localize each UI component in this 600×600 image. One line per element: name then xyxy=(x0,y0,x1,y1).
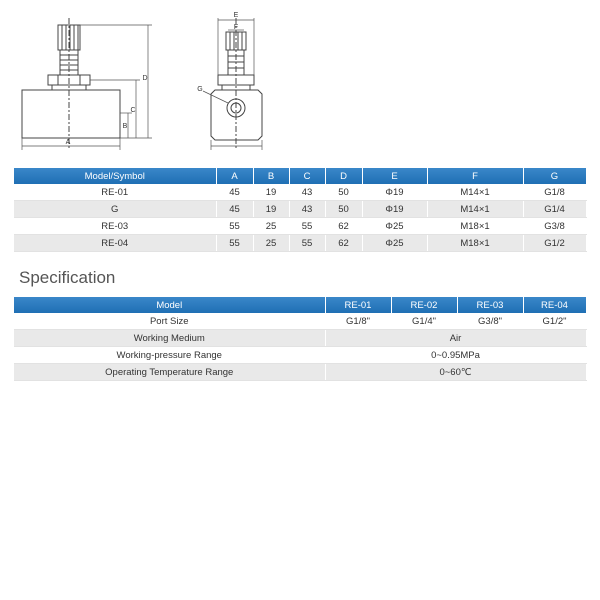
table-row xyxy=(14,184,586,201)
header-g: G xyxy=(523,168,586,184)
working-medium-value: Air xyxy=(325,330,586,347)
pressure-range-row xyxy=(14,347,586,364)
header-model-re02: RE-02 xyxy=(391,297,457,313)
cell-model: G xyxy=(14,201,216,218)
header-e: E xyxy=(362,168,427,184)
temperature-range-row xyxy=(14,364,586,381)
cell-f: M14×1 xyxy=(427,201,523,218)
cell-e: Φ25 xyxy=(362,218,427,235)
header-model-symbol: Model/Symbol xyxy=(14,168,216,184)
header-c: C xyxy=(289,168,325,184)
cell-f: M18×1 xyxy=(427,218,523,235)
cell-model: RE-03 xyxy=(14,218,216,235)
valve-technical-drawing xyxy=(0,0,600,160)
table-row xyxy=(14,235,586,252)
dim-label-d: D xyxy=(142,75,148,82)
cell-e: Φ19 xyxy=(362,201,427,218)
cell-b: 25 xyxy=(253,218,289,235)
cell-model: RE-01 xyxy=(14,184,216,201)
header-model: Model xyxy=(14,297,325,313)
pressure-range-value: 0~0.95MPa xyxy=(325,347,586,364)
cell-e: Φ19 xyxy=(362,184,427,201)
working-medium-label: Working Medium xyxy=(14,330,325,347)
cell-c: 43 xyxy=(289,184,325,201)
cell-c: 55 xyxy=(289,218,325,235)
cell-d: 62 xyxy=(325,218,362,235)
cell-g: G1/2 xyxy=(523,235,586,252)
dim-label-a: A xyxy=(65,139,71,146)
header-d: D xyxy=(325,168,362,184)
port-size-label: Port Size xyxy=(14,313,325,330)
temperature-range-label: Operating Temperature Range xyxy=(14,364,325,381)
cell-b: 25 xyxy=(253,235,289,252)
header-model-re03: RE-03 xyxy=(457,297,523,313)
pressure-range-label: Working-pressure Range xyxy=(14,347,325,364)
specification-table xyxy=(14,297,587,381)
cell-c: 55 xyxy=(289,235,325,252)
cell-model: RE-04 xyxy=(14,235,216,252)
cell-a: 55 xyxy=(216,218,253,235)
cell-e: Φ25 xyxy=(362,235,427,252)
header-model-re04: RE-04 xyxy=(523,297,586,313)
cell-g: G3/8 xyxy=(523,218,586,235)
header-b: B xyxy=(253,168,289,184)
port-size-value: G1/8" xyxy=(325,313,391,330)
port-size-value: G1/4" xyxy=(391,313,457,330)
cell-a: 45 xyxy=(216,184,253,201)
header-model-re01: RE-01 xyxy=(325,297,391,313)
valve-body-side xyxy=(22,90,120,138)
dim-label-b: B xyxy=(122,123,128,130)
cell-d: 50 xyxy=(325,184,362,201)
cell-d: 50 xyxy=(325,201,362,218)
cell-g: G1/4 xyxy=(523,201,586,218)
cell-b: 19 xyxy=(253,184,289,201)
dim-label-c: C xyxy=(130,107,136,114)
cell-g: G1/8 xyxy=(523,184,586,201)
table-row xyxy=(14,218,586,235)
cell-f: M18×1 xyxy=(427,235,523,252)
specification-title: Specification xyxy=(19,268,116,287)
cell-f: M14×1 xyxy=(427,184,523,201)
cell-a: 45 xyxy=(216,201,253,218)
cell-b: 19 xyxy=(253,201,289,218)
dimensions-header-row xyxy=(14,168,586,184)
port-size-row xyxy=(14,313,586,330)
cell-c: 43 xyxy=(289,201,325,218)
port-size-value: G3/8" xyxy=(457,313,523,330)
table-row xyxy=(14,201,586,218)
dim-label-g: G xyxy=(197,86,203,93)
header-f: F xyxy=(427,168,523,184)
temperature-range-value: 0~60℃ xyxy=(325,364,586,381)
cell-d: 62 xyxy=(325,235,362,252)
dim-label-e: E xyxy=(233,12,239,19)
working-medium-row xyxy=(14,330,586,347)
dim-label-f: F xyxy=(233,24,239,31)
specification-header-row xyxy=(14,297,586,313)
dimensions-table xyxy=(14,168,587,252)
cell-a: 55 xyxy=(216,235,253,252)
header-a: A xyxy=(216,168,253,184)
port-size-value: G1/2" xyxy=(523,313,586,330)
